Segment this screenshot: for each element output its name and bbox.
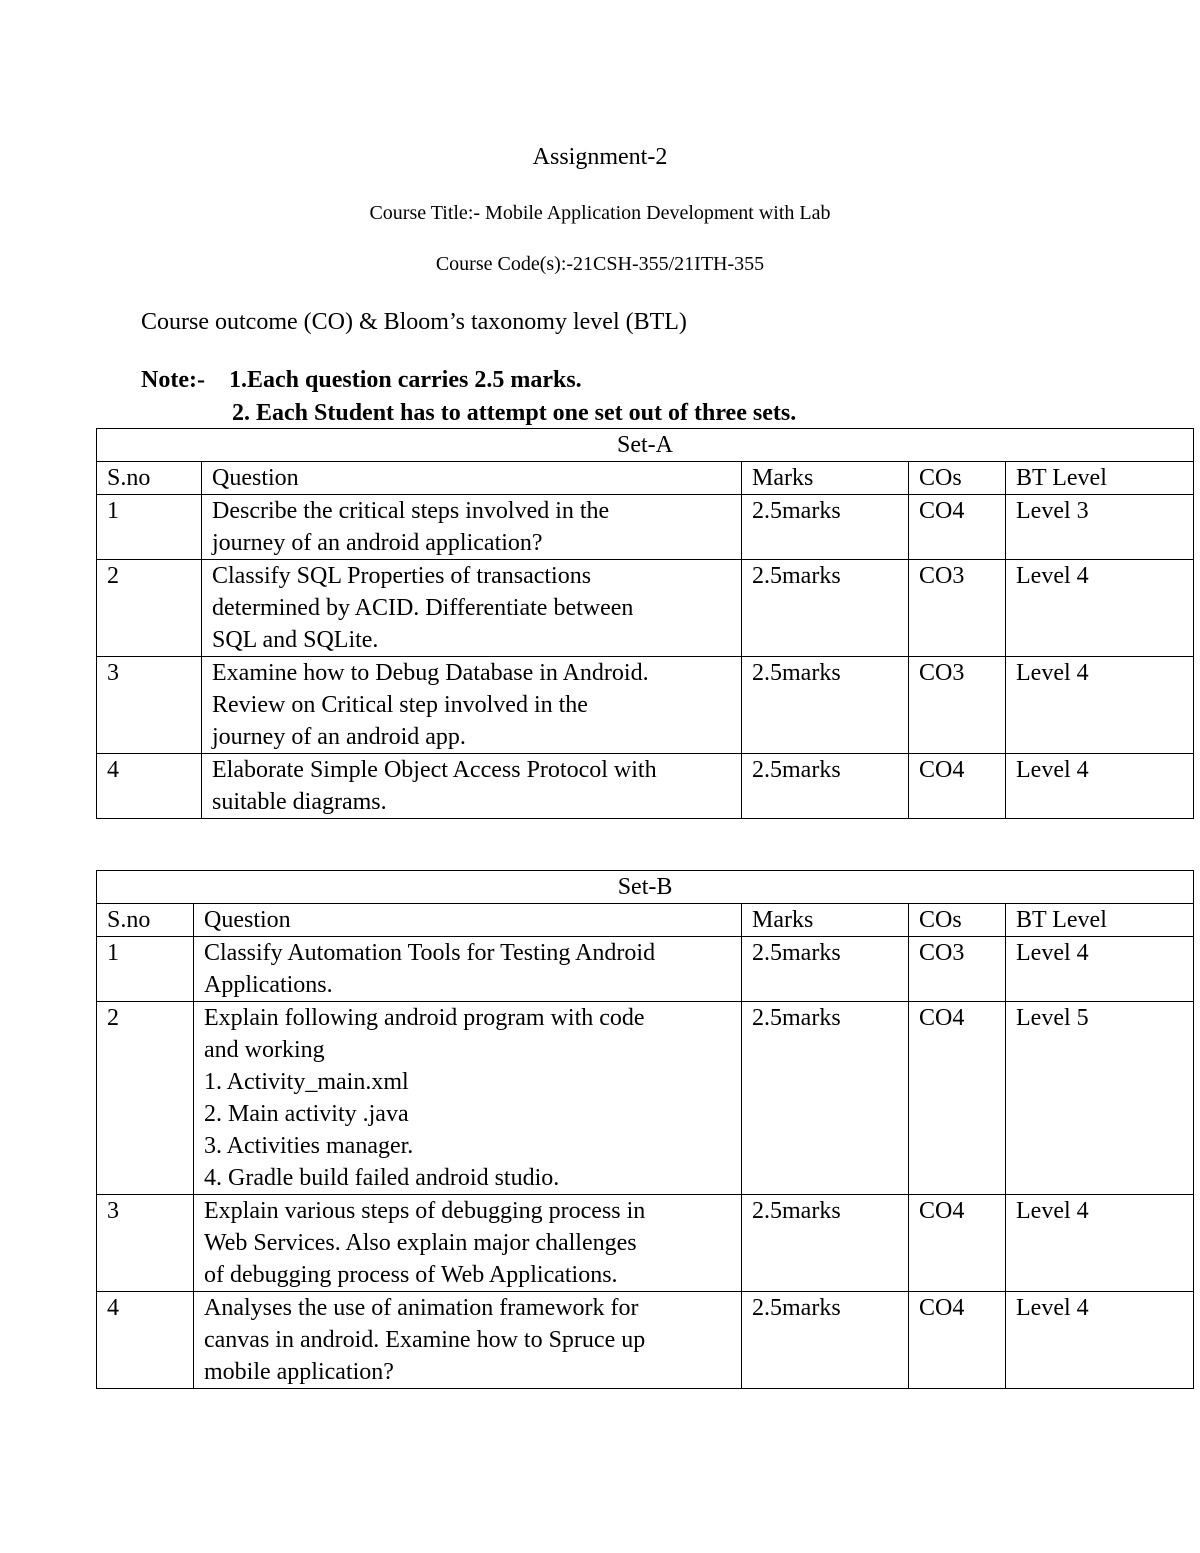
- course-outcome-line: Course outcome (CO) & Bloom’s taxonomy level (BTL): [141, 309, 687, 335]
- set-b-header-row: [97, 904, 1194, 937]
- question-number: 1: [97, 495, 202, 560]
- question-number: 3: [97, 657, 202, 754]
- question-line: Applications.: [204, 972, 333, 998]
- question-line: Analyses the use of animation framework for: [204, 1295, 639, 1321]
- question-line: determined by ACID. Differentiate between: [212, 595, 634, 621]
- question-co: CO4: [909, 1292, 1006, 1389]
- question-marks: 2.5marks: [742, 657, 909, 754]
- column-header-sno: S.no: [97, 462, 202, 495]
- table-row: [97, 1292, 1194, 1389]
- question-marks: 2.5marks: [742, 1292, 909, 1389]
- question-number: 2: [97, 560, 202, 657]
- table-row: [97, 657, 1194, 754]
- table-row: [97, 754, 1194, 819]
- question-line: Explain various steps of debugging process in: [204, 1198, 646, 1224]
- question-text: [202, 754, 742, 819]
- question-text: [202, 560, 742, 657]
- question-line: and working: [204, 1037, 325, 1063]
- question-marks: 2.5marks: [742, 560, 909, 657]
- question-co: CO4: [909, 1195, 1006, 1292]
- set-b-title: Set-B: [97, 871, 1194, 904]
- table-row: [97, 495, 1194, 560]
- question-co: CO4: [909, 495, 1006, 560]
- question-marks: 2.5marks: [742, 937, 909, 1002]
- question-line: Classify SQL Properties of transactions: [212, 563, 592, 589]
- question-line: Elaborate Simple Object Access Protocol with: [212, 757, 657, 783]
- question-bt-level: Level 4: [1006, 754, 1194, 819]
- question-line: Review on Critical step involved in the: [212, 692, 588, 718]
- question-marks: 2.5marks: [742, 1002, 909, 1195]
- question-marks: 2.5marks: [742, 754, 909, 819]
- column-header-sno: S.no: [97, 904, 194, 937]
- set-a-title-row: [97, 429, 1194, 462]
- question-bt-level: Level 4: [1006, 937, 1194, 1002]
- question-bt-level: Level 4: [1006, 657, 1194, 754]
- question-line: journey of an android app.: [212, 724, 466, 750]
- question-line: 2. Main activity .java: [204, 1101, 409, 1127]
- question-line: Examine how to Debug Database in Android.: [212, 660, 649, 686]
- note-item-1: 1.Each question carries 2.5 marks.: [229, 367, 582, 393]
- question-co: CO3: [909, 560, 1006, 657]
- question-co: CO3: [909, 937, 1006, 1002]
- question-co: CO4: [909, 1002, 1006, 1195]
- question-line: Web Services. Also explain major challenges: [204, 1230, 637, 1256]
- question-line: Classify Automation Tools for Testing Android: [204, 940, 656, 966]
- column-header-marks: Marks: [742, 462, 909, 495]
- set-a-title: Set-A: [97, 429, 1194, 462]
- question-line: canvas in android. Examine how to Spruce up: [204, 1327, 646, 1353]
- note-item-2: 2. Each Student has to attempt one set out of three sets.: [232, 400, 797, 426]
- column-header-bt-level: BT Level: [1006, 462, 1194, 495]
- question-co: CO4: [909, 754, 1006, 819]
- table-row: [97, 1195, 1194, 1292]
- question-bt-level: Level 3: [1006, 495, 1194, 560]
- course-code: Course Code(s):-21CSH-355/21ITH-355: [435, 253, 765, 275]
- table-row: [97, 937, 1194, 1002]
- question-number: 4: [97, 754, 202, 819]
- set-a-rows: [97, 495, 1194, 819]
- question-text: [202, 657, 742, 754]
- question-line: journey of an android application?: [212, 530, 543, 556]
- question-bt-level: Level 5: [1006, 1002, 1194, 1195]
- column-header-question: Question: [194, 904, 742, 937]
- question-text: [194, 1002, 742, 1195]
- question-line: 1. Activity_main.xml: [204, 1069, 409, 1095]
- column-header-bt-level: BT Level: [1006, 904, 1194, 937]
- set-a-header-row: [97, 462, 1194, 495]
- question-bt-level: Level 4: [1006, 1292, 1194, 1389]
- question-number: 1: [97, 937, 194, 1002]
- question-line: 3. Activities manager.: [204, 1133, 414, 1159]
- question-text: [202, 495, 742, 560]
- column-header-cos: COs: [909, 462, 1006, 495]
- question-bt-level: Level 4: [1006, 1195, 1194, 1292]
- question-line: 4. Gradle build failed android studio.: [204, 1165, 560, 1191]
- question-line: Explain following android program with code: [204, 1005, 645, 1031]
- question-number: 3: [97, 1195, 194, 1292]
- question-bt-level: Level 4: [1006, 560, 1194, 657]
- question-marks: 2.5marks: [742, 1195, 909, 1292]
- question-line: mobile application?: [204, 1359, 394, 1385]
- table-row: [97, 1002, 1194, 1195]
- question-text: [194, 1292, 742, 1389]
- question-line: Describe the critical steps involved in the: [212, 498, 610, 524]
- question-line: SQL and SQLite.: [212, 627, 379, 653]
- question-number: 4: [97, 1292, 194, 1389]
- document-title: Assignment-2: [532, 144, 668, 170]
- question-number: 2: [97, 1002, 194, 1195]
- question-co: CO3: [909, 657, 1006, 754]
- column-header-cos: COs: [909, 904, 1006, 937]
- question-marks: 2.5marks: [742, 495, 909, 560]
- note-line-1: [141, 367, 582, 394]
- set-b-table: [96, 870, 1194, 1389]
- question-text: [194, 1195, 742, 1292]
- column-header-marks: Marks: [742, 904, 909, 937]
- set-b-rows: [97, 937, 1194, 1389]
- note-label: Note:-: [141, 367, 205, 393]
- question-text: [194, 937, 742, 1002]
- set-b-title-row: [97, 871, 1194, 904]
- table-row: [97, 560, 1194, 657]
- course-title: Course Title:- Mobile Application Development with Lab: [369, 202, 831, 224]
- column-header-question: Question: [202, 462, 742, 495]
- question-line: of debugging process of Web Applications.: [204, 1262, 618, 1288]
- set-a-table: [96, 428, 1194, 819]
- question-line: suitable diagrams.: [212, 789, 387, 815]
